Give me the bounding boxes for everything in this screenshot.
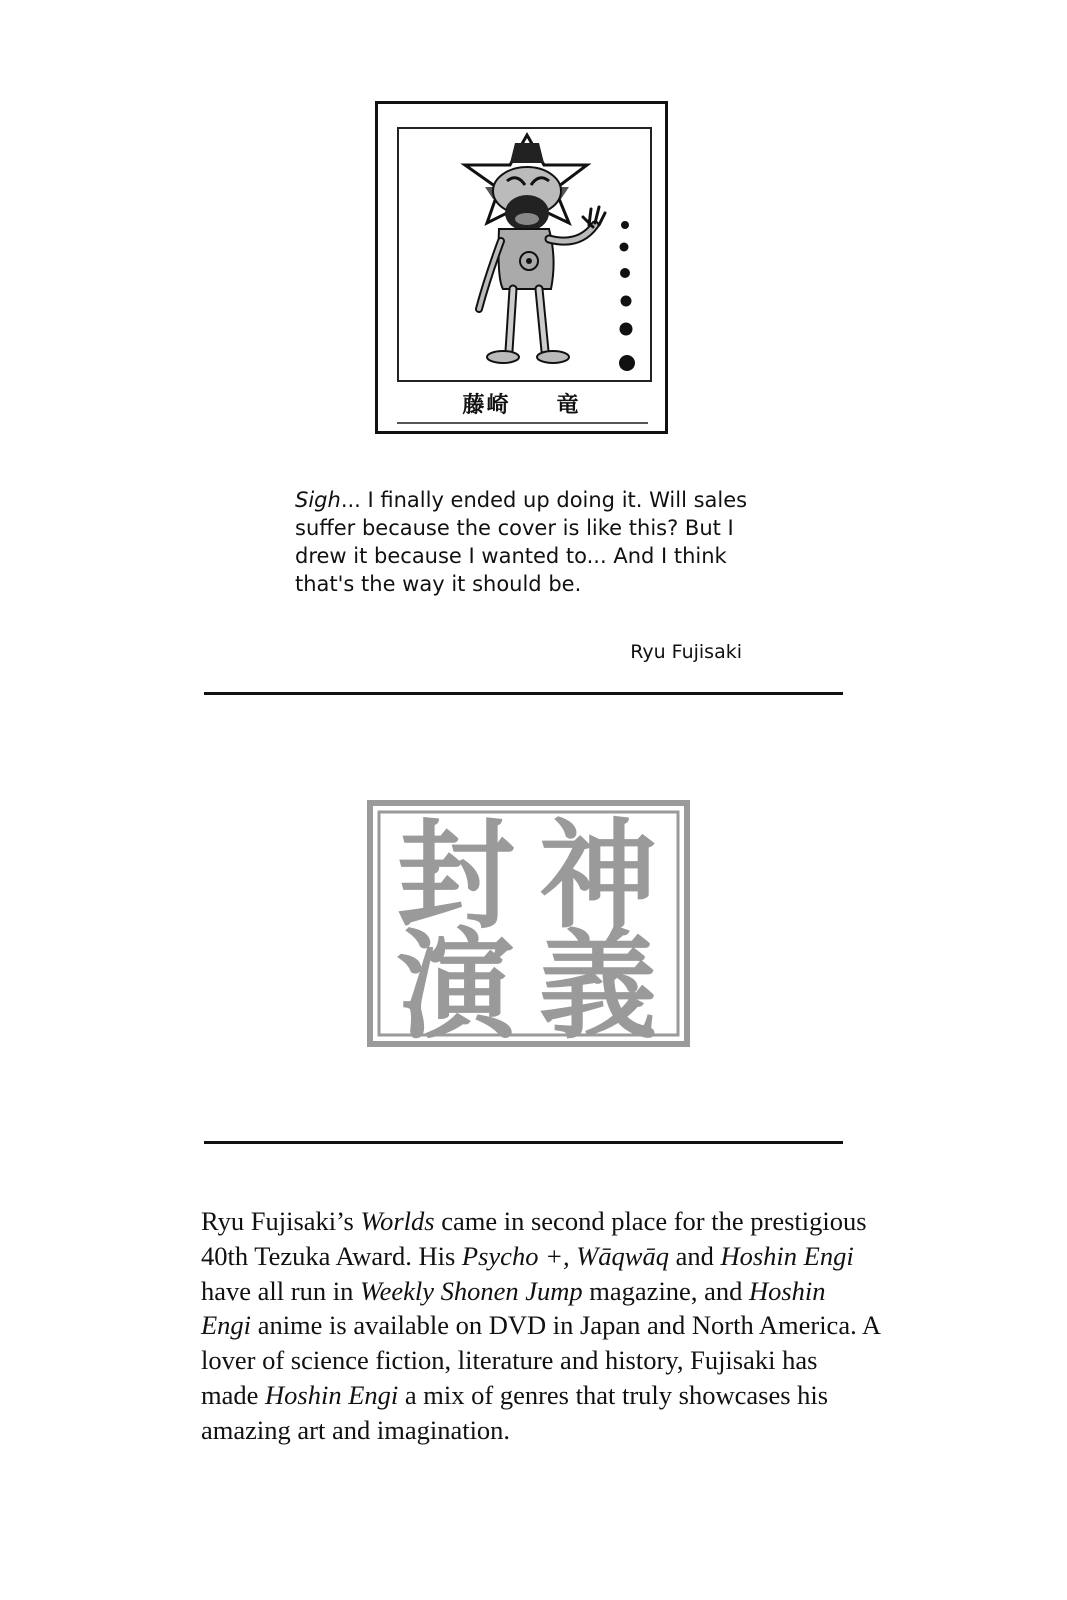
author-family-name: 藤崎	[462, 393, 511, 418]
bio-text: magazine, and	[582, 1275, 749, 1306]
bio-text: a mix of genres that truly showcases his amazing art and imagination.	[201, 1379, 829, 1445]
seal-char-4: 義	[538, 916, 658, 1048]
bio-text: anime is available on DVD in Japan and North America. A lover of science fiction, literature and history, Fujisaki has made	[201, 1310, 880, 1410]
seal-char-3: 演	[396, 916, 516, 1048]
divider-bottom	[204, 1141, 843, 1144]
bio-title-worlds: Worlds	[360, 1206, 435, 1236]
author-comment	[295, 486, 765, 598]
bio-title-psycho-waqwaq: Psycho +, Wāqwāq	[461, 1240, 669, 1271]
author-given-name: 竜	[556, 393, 581, 418]
bio-text: and	[668, 1240, 721, 1271]
portrait-underline	[397, 422, 648, 424]
bio-title-weekly-shonen-jump: Weekly Shonen Jump	[359, 1275, 583, 1306]
bio-title-hoshin-engi: Hoshin Engi	[720, 1240, 854, 1271]
author-bio	[201, 1204, 881, 1448]
author-portrait-panel	[397, 127, 652, 382]
hoshin-engi-seal-logo	[366, 799, 691, 1048]
author-name-kanji	[378, 388, 665, 419]
bio-title-hoshin-engi: Hoshin Engi	[201, 1275, 826, 1341]
author-portrait-frame	[375, 101, 668, 434]
seal-char-2: 神	[538, 806, 658, 945]
divider-top	[204, 692, 843, 695]
bio-title-hoshin-engi: Hoshin Engi	[265, 1379, 399, 1410]
ellipsis-dots-icon	[607, 217, 643, 377]
comment-signature: Ryu Fujisaki	[630, 641, 742, 663]
bio-text: Ryu Fujisaki’s	[201, 1206, 361, 1236]
comment-text: ... I finally ended up doing it. Will sales suffer because the cover is like this? But I drew it because I wanted to... And I think that's the way it should be.	[295, 488, 748, 596]
comment-sigh: Sigh	[295, 488, 341, 512]
seal-char-1: 封	[396, 806, 516, 945]
bio-text: came in second place for the prestigious 40th Tezuka Award. His	[201, 1206, 867, 1271]
bio-text: have all run in	[201, 1275, 360, 1306]
